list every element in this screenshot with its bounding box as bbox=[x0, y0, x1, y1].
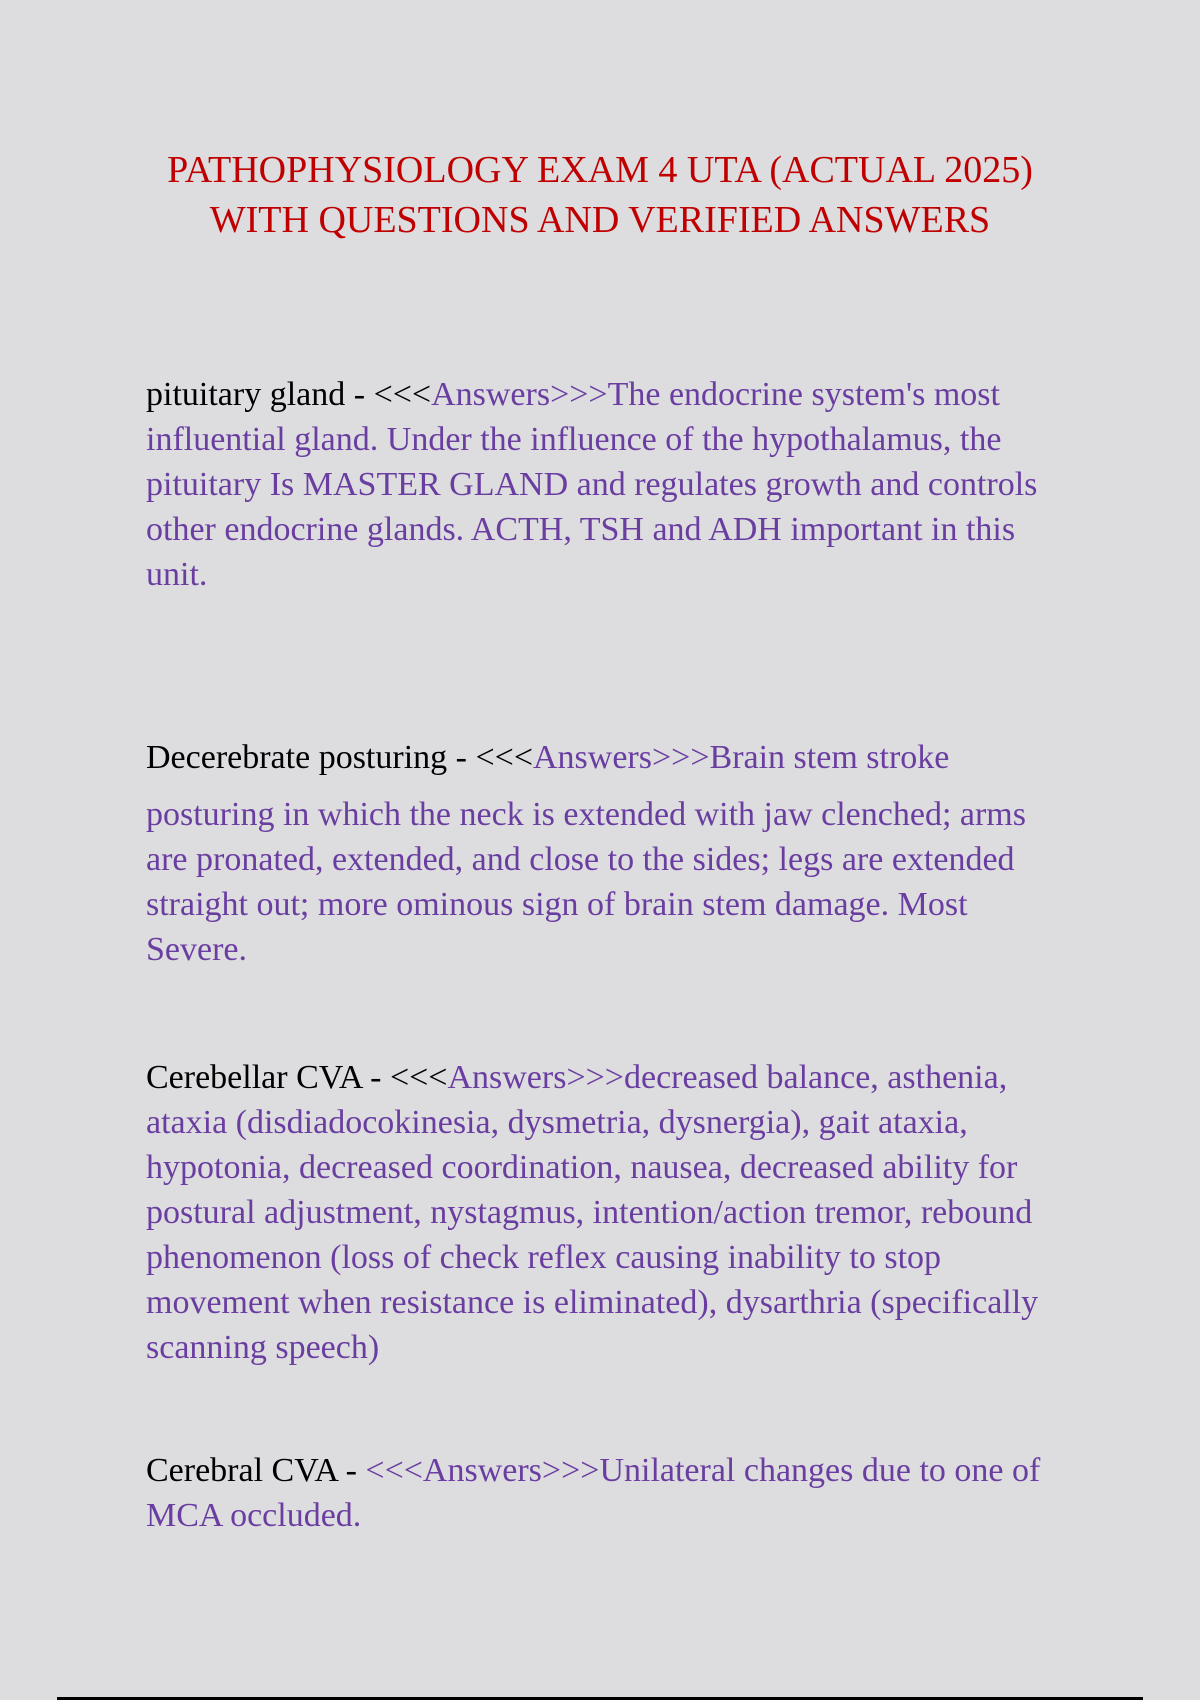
answers-label: Answers>>> bbox=[533, 739, 710, 776]
answer-text: decreased balance, asthenia, ataxia (disdiadocokinesia, dysmetria, dysnergia), gait ataxia, hypotonia, decreased coordination, nausea, decreased ability for postural adjustment, nystagmus, intention/action tremor, rebound phenomenon (loss of check reflex causing inability to stop movement when resistance is eliminated), dysarthria (specifically scanning speech) bbox=[146, 1059, 1039, 1366]
answer-text: Unilateral changes due to one of MCA occluded. bbox=[146, 1452, 1041, 1534]
qa-entry-pituitary-gland bbox=[146, 372, 1066, 597]
qa-entry-decerebrate-posturing bbox=[146, 735, 1066, 972]
answer-arrows: <<< bbox=[365, 1452, 423, 1489]
term-label: Decerebrate posturing - bbox=[146, 739, 476, 776]
term-label: pituitary gland - bbox=[146, 376, 374, 413]
entry-first-line bbox=[146, 735, 1066, 780]
answer-text: posturing in which the neck is extended with jaw clenched; arms are pronated, extended, and close to the sides; legs are extended straight out; more ominous sign of brain stem damage. Most Severe. bbox=[146, 796, 1026, 968]
answers-label: Answers>>> bbox=[431, 376, 608, 413]
answers-label: Answers>>> bbox=[422, 1452, 600, 1489]
answer-text: The endocrine system's most influential gland. Under the influence of the hypothalamus, the pituitary Is MASTER GLAND and regulates growth and controls other endocrine glands. ACTH, TSH and ADH important in this unit. bbox=[146, 376, 1038, 593]
answer-arrows: <<< bbox=[475, 739, 533, 776]
qa-entry-cerebral-cva bbox=[146, 1448, 1066, 1538]
qa-entry-cerebellar-cva bbox=[146, 1055, 1066, 1370]
term-label: Cerebral CVA - bbox=[146, 1452, 366, 1489]
term-label: Cerebellar CVA - bbox=[146, 1059, 390, 1096]
document-title: PATHOPHYSIOLOGY EXAM 4 UTA (ACTUAL 2025) WITH QUESTIONS AND VERIFIED ANSWERS bbox=[167, 149, 1033, 241]
answer-text-first: Brain stem stroke bbox=[709, 739, 950, 776]
answer-arrows: <<< bbox=[389, 1059, 448, 1096]
answer-arrows: <<< bbox=[373, 376, 432, 413]
answers-label: Answers>>> bbox=[447, 1059, 624, 1096]
